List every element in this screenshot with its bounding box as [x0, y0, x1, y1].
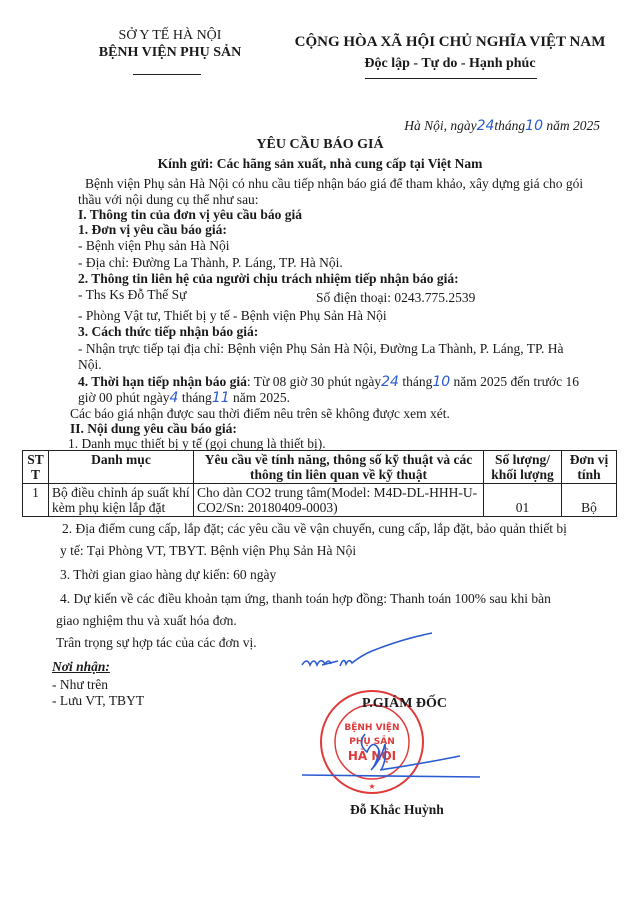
text-line: - Địa chỉ: Đường La Thành, P. Láng, TP. Hà Nội. — [78, 255, 343, 270]
text: năm 2025 đến trước 16 — [453, 374, 579, 389]
divider — [133, 74, 201, 75]
text: tháng — [402, 374, 433, 389]
section-heading: II. Nội dung yêu cầu báo giá: — [70, 421, 237, 436]
nation-name: CỘNG HÒA XÃ HỘI CHỦ NGHĨA VIỆT NAM — [294, 34, 606, 50]
text-line: y tế: Tại Phòng VT, TBYT. Bệnh viện Phụ Sản Hà Nội — [60, 543, 357, 558]
handwritten-day: 24 — [381, 374, 399, 390]
svg-text:HÀ NỘI: HÀ NỘI — [347, 749, 397, 763]
text: giờ 00 phút ngày — [78, 390, 170, 405]
recipient-item: - Như trên — [52, 677, 109, 692]
text-line: giao nghiệm thu và xuất hóa đơn. — [56, 613, 237, 628]
contact-phone: Số điện thoại: 0243.775.2539 — [316, 290, 476, 305]
intro-line: Bệnh viện Phụ sản Hà Nội có nhu cầu tiếp nhận báo giá để tham khảo, xây dựng giá cho gói — [85, 176, 584, 191]
recipient-line: Kính gửi: Các hãng sản xuất, nhà cung cấp tại Việt Nam — [157, 156, 483, 171]
hospital-name: BỆNH VIỆN PHỤ SẢN — [98, 45, 242, 60]
initials-signature — [300, 625, 440, 670]
col-header: STT — [23, 451, 49, 484]
handwritten-day: 4 — [169, 390, 179, 406]
text: tháng — [181, 390, 212, 405]
list-caption: 1. Danh mục thiết bị y tế (gọi chung là thiết bị). — [68, 436, 326, 451]
motto: Độc lập - Tự do - Hạnh phúc — [364, 56, 536, 71]
cell-unit: Bộ — [562, 484, 617, 517]
col-header: Số lượng/ khối lượng — [484, 451, 562, 484]
page-title: YÊU CẦU BÁO GIÁ — [256, 137, 384, 152]
handwritten-month: 10 — [432, 374, 451, 390]
contact-name: - Ths Ks Đỗ Thế Sự — [78, 287, 187, 302]
table-row — [23, 484, 617, 517]
subsection-heading: 1. Đơn vị yêu cầu báo giá: — [78, 222, 227, 237]
date-month-label: tháng — [494, 118, 526, 133]
table-header-row — [23, 451, 617, 484]
table-and-terms — [0, 450, 640, 709]
cell-spec: Cho dàn CO2 trung tâm(Model: M4D-DL-HHH-U-CO2/Sn: 20180409-0003) — [194, 484, 484, 517]
col-header: Danh mục — [49, 451, 194, 484]
deadline-line — [78, 390, 290, 406]
text-line: 4. Dự kiến về các điều khoản tạm ứng, thanh toán hợp đồng: Thanh toán 100% sau khi bàn — [60, 591, 551, 606]
text-line: - Nhận trực tiếp tại địa chỉ: Bệnh viện Phụ Sản Hà Nội, Đường La Thành, P. Láng, TP. Hà — [78, 341, 564, 356]
director-signature — [300, 722, 490, 782]
text-line: 2. Địa điểm cung cấp, lắp đặt; các yêu cầu về vận chuyển, cung cấp, lắp đặt, bảo quản thiết bị — [62, 521, 567, 536]
subsection-heading: 3. Cách thức tiếp nhận báo giá: — [78, 324, 259, 339]
date-year: năm 2025 — [546, 118, 600, 133]
svg-text:PHỤ SẢN: PHỤ SẢN — [349, 737, 395, 747]
text: năm 2025. — [233, 390, 291, 405]
agency-name: SỞ Y TẾ HÀ NỘI — [118, 28, 222, 43]
intro-line: thầu với nội dung cụ thể như sau: — [78, 192, 259, 207]
signatory-name: Đỗ Khắc Huỳnh — [350, 802, 444, 817]
contact-dept: - Phòng Vật tư, Thiết bị y tế - Bệnh viện Phụ Sản Hà Nội — [78, 308, 387, 323]
text-line: - Bệnh viện Phụ sản Hà Nội — [78, 238, 230, 253]
signatory-role: P.GIÁM ĐỐC — [362, 696, 448, 711]
handwritten-month: 11 — [211, 390, 230, 406]
subsection-heading: 2. Thông tin liên hệ của người chịu trách nhiệm tiếp nhận báo giá: — [78, 271, 459, 286]
col-header: Đơn vị tính — [562, 451, 617, 484]
cell-item: Bộ điều chỉnh áp suất khí kèm phụ kiện lắp đặt — [49, 484, 194, 517]
handwritten-month: 10 — [525, 118, 543, 134]
note-line: Các báo giá nhận được sau thời điểm nêu trên sẽ không được xem xét. — [70, 406, 450, 421]
cell-stt: 1 — [23, 484, 49, 517]
col-header: Yêu cầu về tính năng, thông số kỹ thuật và các thông tin liên quan về kỹ thuật — [194, 451, 484, 484]
document-date — [404, 118, 600, 134]
svg-text:★: ★ — [368, 782, 376, 791]
recipients-label: Nơi nhận: — [52, 659, 110, 674]
cell-quantity: 01 — [484, 484, 562, 517]
closing-line: Trân trọng sự hợp tác của các đơn vị. — [56, 635, 257, 650]
divider — [365, 78, 537, 79]
recipient-item: - Lưu VT, TBYT — [52, 693, 145, 708]
date-prefix: Hà Nội, ngày — [404, 118, 477, 133]
equipment-table — [22, 450, 617, 517]
handwritten-day: 24 — [476, 118, 495, 134]
section-heading: I. Thông tin của đơn vị yêu cầu báo giá — [78, 207, 303, 222]
text-line: 3. Thời gian giao hàng dự kiến: 60 ngày — [60, 567, 277, 582]
subsection-heading: 4. Thời hạn tiếp nhận báo giá — [78, 374, 247, 389]
text-line: Nội. — [78, 357, 102, 372]
deadline-line — [78, 374, 579, 390]
text: : Từ 08 giờ 30 phút ngày — [246, 374, 382, 389]
svg-text:BỆNH VIỆN: BỆNH VIỆN — [344, 723, 400, 733]
